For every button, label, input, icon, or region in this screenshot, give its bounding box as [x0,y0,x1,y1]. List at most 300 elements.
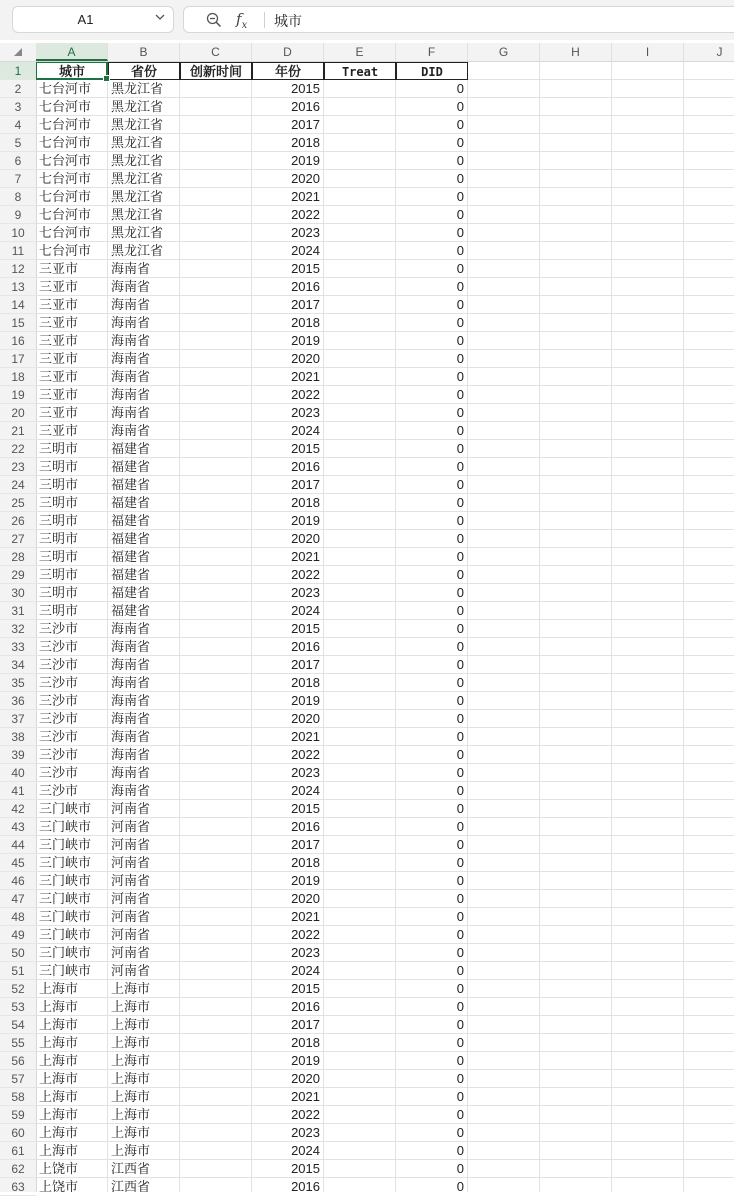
province-cell[interactable]: 黑龙江省 [108,152,180,170]
province-cell[interactable]: 上海市 [108,1070,180,1088]
empty-cell[interactable] [684,494,734,512]
empty-cell[interactable] [540,476,612,494]
empty-cell[interactable] [684,746,734,764]
empty-cell[interactable] [540,818,612,836]
city-cell[interactable]: 三沙市 [36,728,108,746]
province-cell[interactable]: 河南省 [108,854,180,872]
province-cell[interactable]: 河南省 [108,890,180,908]
empty-cell[interactable] [468,242,540,260]
innovation-time-cell[interactable] [180,800,252,818]
year-cell[interactable]: 2020 [252,890,324,908]
city-cell[interactable]: 三沙市 [36,710,108,728]
innovation-time-cell[interactable] [180,332,252,350]
empty-cell[interactable] [612,80,684,98]
empty-cell[interactable] [540,584,612,602]
empty-cell[interactable] [684,386,734,404]
row-header[interactable]: 35 [0,674,36,692]
row-header[interactable]: 51 [0,962,36,980]
empty-cell[interactable] [540,836,612,854]
empty-cell[interactable] [684,1052,734,1070]
empty-cell[interactable] [612,440,684,458]
header-cell-c[interactable]: 创新时间 [180,62,252,80]
empty-cell[interactable] [468,170,540,188]
province-cell[interactable]: 海南省 [108,350,180,368]
province-cell[interactable]: 海南省 [108,296,180,314]
year-cell[interactable]: 2024 [252,602,324,620]
innovation-time-cell[interactable] [180,224,252,242]
innovation-time-cell[interactable] [180,1178,252,1192]
year-cell[interactable]: 2024 [252,422,324,440]
did-cell[interactable]: 0 [396,368,468,386]
did-cell[interactable]: 0 [396,710,468,728]
city-cell[interactable]: 三门峡市 [36,890,108,908]
empty-cell[interactable] [540,170,612,188]
innovation-time-cell[interactable] [180,98,252,116]
innovation-time-cell[interactable] [180,242,252,260]
city-cell[interactable]: 三沙市 [36,692,108,710]
did-cell[interactable]: 0 [396,1052,468,1070]
year-cell[interactable]: 2018 [252,494,324,512]
did-cell[interactable]: 0 [396,404,468,422]
row-header[interactable]: 58 [0,1088,36,1106]
year-cell[interactable]: 2015 [252,800,324,818]
did-cell[interactable]: 0 [396,998,468,1016]
cell-g1[interactable] [468,62,540,80]
empty-cell[interactable] [468,836,540,854]
treat-cell[interactable] [324,890,396,908]
treat-cell[interactable] [324,260,396,278]
empty-cell[interactable] [468,440,540,458]
innovation-time-cell[interactable] [180,476,252,494]
year-cell[interactable]: 2024 [252,242,324,260]
empty-cell[interactable] [468,746,540,764]
row-header[interactable]: 3 [0,98,36,116]
province-cell[interactable]: 河南省 [108,926,180,944]
empty-cell[interactable] [684,440,734,458]
row-header[interactable]: 55 [0,1034,36,1052]
empty-cell[interactable] [468,422,540,440]
empty-cell[interactable] [540,890,612,908]
row-header[interactable]: 30 [0,584,36,602]
empty-cell[interactable] [468,476,540,494]
empty-cell[interactable] [684,1070,734,1088]
city-cell[interactable]: 三明市 [36,566,108,584]
empty-cell[interactable] [612,242,684,260]
row-header[interactable]: 21 [0,422,36,440]
empty-cell[interactable] [612,530,684,548]
empty-cell[interactable] [684,476,734,494]
treat-cell[interactable] [324,476,396,494]
empty-cell[interactable] [684,710,734,728]
treat-cell[interactable] [324,1160,396,1178]
did-cell[interactable]: 0 [396,692,468,710]
empty-cell[interactable] [612,1160,684,1178]
empty-cell[interactable] [540,566,612,584]
treat-cell[interactable] [324,80,396,98]
city-cell[interactable]: 三沙市 [36,746,108,764]
empty-cell[interactable] [468,206,540,224]
empty-cell[interactable] [684,890,734,908]
empty-cell[interactable] [612,422,684,440]
empty-cell[interactable] [684,1178,734,1192]
city-cell[interactable]: 上饶市 [36,1160,108,1178]
innovation-time-cell[interactable] [180,422,252,440]
column-header-h[interactable]: H [540,43,612,61]
did-cell[interactable]: 0 [396,962,468,980]
empty-cell[interactable] [540,350,612,368]
did-cell[interactable]: 0 [396,278,468,296]
year-cell[interactable]: 2019 [252,332,324,350]
empty-cell[interactable] [612,1124,684,1142]
row-header[interactable]: 45 [0,854,36,872]
year-cell[interactable]: 2019 [252,872,324,890]
empty-cell[interactable] [540,422,612,440]
did-cell[interactable]: 0 [396,818,468,836]
empty-cell[interactable] [684,152,734,170]
year-cell[interactable]: 2024 [252,962,324,980]
sheet-grid[interactable] [36,62,734,1192]
empty-cell[interactable] [684,1106,734,1124]
did-cell[interactable]: 0 [396,1124,468,1142]
treat-cell[interactable] [324,710,396,728]
year-cell[interactable]: 2017 [252,296,324,314]
empty-cell[interactable] [612,854,684,872]
empty-cell[interactable] [468,1016,540,1034]
innovation-time-cell[interactable] [180,638,252,656]
year-cell[interactable]: 2019 [252,1052,324,1070]
empty-cell[interactable] [612,1016,684,1034]
empty-cell[interactable] [468,494,540,512]
row-header[interactable]: 53 [0,998,36,1016]
province-cell[interactable]: 福建省 [108,584,180,602]
empty-cell[interactable] [684,296,734,314]
formula-input[interactable]: 城市 [274,13,302,29]
province-cell[interactable]: 海南省 [108,332,180,350]
empty-cell[interactable] [468,944,540,962]
empty-cell[interactable] [540,782,612,800]
year-cell[interactable]: 2021 [252,368,324,386]
did-cell[interactable]: 0 [396,872,468,890]
did-cell[interactable]: 0 [396,800,468,818]
city-cell[interactable]: 三门峡市 [36,872,108,890]
city-cell[interactable]: 上海市 [36,1016,108,1034]
innovation-time-cell[interactable] [180,818,252,836]
did-cell[interactable]: 0 [396,1142,468,1160]
row-header[interactable]: 56 [0,1052,36,1070]
empty-cell[interactable] [540,386,612,404]
province-cell[interactable]: 海南省 [108,260,180,278]
innovation-time-cell[interactable] [180,674,252,692]
empty-cell[interactable] [684,188,734,206]
formula-bar[interactable] [183,6,734,33]
empty-cell[interactable] [540,656,612,674]
row-header[interactable]: 22 [0,440,36,458]
column-header-i[interactable]: I [612,43,684,61]
did-cell[interactable]: 0 [396,1016,468,1034]
empty-cell[interactable] [612,386,684,404]
empty-cell[interactable] [612,350,684,368]
empty-cell[interactable] [468,818,540,836]
innovation-time-cell[interactable] [180,512,252,530]
row-header[interactable]: 7 [0,170,36,188]
empty-cell[interactable] [612,1070,684,1088]
row-header[interactable]: 43 [0,818,36,836]
row-header[interactable]: 14 [0,296,36,314]
empty-cell[interactable] [468,296,540,314]
province-cell[interactable]: 福建省 [108,530,180,548]
empty-cell[interactable] [468,224,540,242]
empty-cell[interactable] [612,1088,684,1106]
empty-cell[interactable] [468,548,540,566]
empty-cell[interactable] [684,980,734,998]
treat-cell[interactable] [324,584,396,602]
did-cell[interactable]: 0 [396,1070,468,1088]
province-cell[interactable]: 上海市 [108,1016,180,1034]
treat-cell[interactable] [324,872,396,890]
empty-cell[interactable] [684,620,734,638]
empty-cell[interactable] [612,566,684,584]
province-cell[interactable]: 上海市 [108,980,180,998]
treat-cell[interactable] [324,980,396,998]
empty-cell[interactable] [684,854,734,872]
empty-cell[interactable] [612,620,684,638]
empty-cell[interactable] [468,1178,540,1192]
treat-cell[interactable] [324,602,396,620]
treat-cell[interactable] [324,638,396,656]
year-cell[interactable]: 2022 [252,386,324,404]
empty-cell[interactable] [612,890,684,908]
treat-cell[interactable] [324,188,396,206]
row-header[interactable]: 39 [0,746,36,764]
city-cell[interactable]: 七台河市 [36,98,108,116]
year-cell[interactable]: 2017 [252,476,324,494]
treat-cell[interactable] [324,782,396,800]
city-cell[interactable]: 七台河市 [36,206,108,224]
empty-cell[interactable] [468,458,540,476]
empty-cell[interactable] [540,710,612,728]
treat-cell[interactable] [324,746,396,764]
province-cell[interactable]: 海南省 [108,782,180,800]
province-cell[interactable]: 上海市 [108,1106,180,1124]
row-header[interactable]: 8 [0,188,36,206]
empty-cell[interactable] [684,458,734,476]
empty-cell[interactable] [468,584,540,602]
province-cell[interactable]: 河南省 [108,872,180,890]
province-cell[interactable]: 福建省 [108,602,180,620]
empty-cell[interactable] [540,314,612,332]
empty-cell[interactable] [540,1106,612,1124]
empty-cell[interactable] [684,944,734,962]
treat-cell[interactable] [324,1034,396,1052]
row-header[interactable]: 9 [0,206,36,224]
did-cell[interactable]: 0 [396,602,468,620]
treat-cell[interactable] [324,98,396,116]
empty-cell[interactable] [468,404,540,422]
did-cell[interactable]: 0 [396,440,468,458]
row-header[interactable]: 5 [0,134,36,152]
treat-cell[interactable] [324,386,396,404]
empty-cell[interactable] [468,764,540,782]
empty-cell[interactable] [468,386,540,404]
empty-cell[interactable] [684,800,734,818]
innovation-time-cell[interactable] [180,1034,252,1052]
empty-cell[interactable] [468,80,540,98]
province-cell[interactable]: 上海市 [108,1034,180,1052]
province-cell[interactable]: 福建省 [108,494,180,512]
empty-cell[interactable] [540,134,612,152]
row-header[interactable]: 2 [0,80,36,98]
did-cell[interactable]: 0 [396,620,468,638]
did-cell[interactable]: 0 [396,476,468,494]
treat-cell[interactable] [324,818,396,836]
row-header[interactable]: 33 [0,638,36,656]
empty-cell[interactable] [540,980,612,998]
header-cell-f[interactable]: DID [396,62,468,80]
treat-cell[interactable] [324,134,396,152]
empty-cell[interactable] [684,638,734,656]
empty-cell[interactable] [612,692,684,710]
empty-cell[interactable] [684,350,734,368]
empty-cell[interactable] [612,980,684,998]
empty-cell[interactable] [684,332,734,350]
empty-cell[interactable] [612,746,684,764]
empty-cell[interactable] [684,1016,734,1034]
empty-cell[interactable] [468,926,540,944]
empty-cell[interactable] [540,80,612,98]
innovation-time-cell[interactable] [180,1088,252,1106]
city-cell[interactable]: 三沙市 [36,764,108,782]
empty-cell[interactable] [612,800,684,818]
city-cell[interactable]: 三明市 [36,458,108,476]
province-cell[interactable]: 江西省 [108,1178,180,1192]
innovation-time-cell[interactable] [180,1070,252,1088]
province-cell[interactable]: 海南省 [108,386,180,404]
empty-cell[interactable] [540,746,612,764]
empty-cell[interactable] [612,296,684,314]
innovation-time-cell[interactable] [180,206,252,224]
city-cell[interactable]: 三亚市 [36,368,108,386]
treat-cell[interactable] [324,530,396,548]
empty-cell[interactable] [684,548,734,566]
city-cell[interactable]: 三沙市 [36,674,108,692]
empty-cell[interactable] [684,368,734,386]
city-cell[interactable]: 七台河市 [36,134,108,152]
empty-cell[interactable] [540,764,612,782]
innovation-time-cell[interactable] [180,314,252,332]
treat-cell[interactable] [324,404,396,422]
empty-cell[interactable] [468,98,540,116]
treat-cell[interactable] [324,944,396,962]
empty-cell[interactable] [684,512,734,530]
row-header[interactable]: 13 [0,278,36,296]
city-cell[interactable]: 七台河市 [36,152,108,170]
empty-cell[interactable] [540,674,612,692]
empty-cell[interactable] [612,764,684,782]
empty-cell[interactable] [540,1070,612,1088]
empty-cell[interactable] [540,926,612,944]
did-cell[interactable]: 0 [396,332,468,350]
did-cell[interactable]: 0 [396,98,468,116]
empty-cell[interactable] [468,332,540,350]
empty-cell[interactable] [684,692,734,710]
header-cell-d[interactable]: 年份 [252,62,324,80]
empty-cell[interactable] [684,1088,734,1106]
treat-cell[interactable] [324,1178,396,1192]
empty-cell[interactable] [468,728,540,746]
did-cell[interactable]: 0 [396,512,468,530]
innovation-time-cell[interactable] [180,1052,252,1070]
province-cell[interactable]: 河南省 [108,818,180,836]
empty-cell[interactable] [468,782,540,800]
did-cell[interactable]: 0 [396,242,468,260]
treat-cell[interactable] [324,926,396,944]
empty-cell[interactable] [684,566,734,584]
year-cell[interactable]: 2017 [252,656,324,674]
city-cell[interactable]: 三亚市 [36,314,108,332]
empty-cell[interactable] [612,1178,684,1192]
empty-cell[interactable] [540,98,612,116]
innovation-time-cell[interactable] [180,350,252,368]
empty-cell[interactable] [468,908,540,926]
did-cell[interactable]: 0 [396,854,468,872]
province-cell[interactable]: 河南省 [108,800,180,818]
year-cell[interactable]: 2016 [252,998,324,1016]
innovation-time-cell[interactable] [180,764,252,782]
treat-cell[interactable] [324,620,396,638]
innovation-time-cell[interactable] [180,980,252,998]
did-cell[interactable]: 0 [396,836,468,854]
treat-cell[interactable] [324,1016,396,1034]
column-header-f[interactable]: F [396,43,468,61]
empty-cell[interactable] [684,584,734,602]
year-cell[interactable]: 2017 [252,836,324,854]
empty-cell[interactable] [612,728,684,746]
year-cell[interactable]: 2015 [252,1160,324,1178]
province-cell[interactable]: 海南省 [108,692,180,710]
row-header[interactable]: 29 [0,566,36,584]
year-cell[interactable]: 2022 [252,926,324,944]
city-cell[interactable]: 三门峡市 [36,836,108,854]
did-cell[interactable]: 0 [396,152,468,170]
empty-cell[interactable] [540,242,612,260]
city-cell[interactable]: 三明市 [36,602,108,620]
did-cell[interactable]: 0 [396,782,468,800]
did-cell[interactable]: 0 [396,188,468,206]
row-header[interactable]: 46 [0,872,36,890]
header-cell-a[interactable]: 城市 [36,62,108,80]
province-cell[interactable]: 福建省 [108,566,180,584]
empty-cell[interactable] [540,962,612,980]
empty-cell[interactable] [540,530,612,548]
row-header[interactable]: 10 [0,224,36,242]
empty-cell[interactable] [468,710,540,728]
column-header-j[interactable]: J [684,43,734,61]
empty-cell[interactable] [468,638,540,656]
year-cell[interactable]: 2019 [252,152,324,170]
empty-cell[interactable] [468,620,540,638]
empty-cell[interactable] [612,260,684,278]
treat-cell[interactable] [324,512,396,530]
did-cell[interactable]: 0 [396,944,468,962]
innovation-time-cell[interactable] [180,494,252,512]
city-cell[interactable]: 上海市 [36,998,108,1016]
row-header[interactable]: 23 [0,458,36,476]
innovation-time-cell[interactable] [180,854,252,872]
empty-cell[interactable] [612,674,684,692]
empty-cell[interactable] [612,1034,684,1052]
province-cell[interactable]: 上海市 [108,1052,180,1070]
did-cell[interactable]: 0 [396,1160,468,1178]
